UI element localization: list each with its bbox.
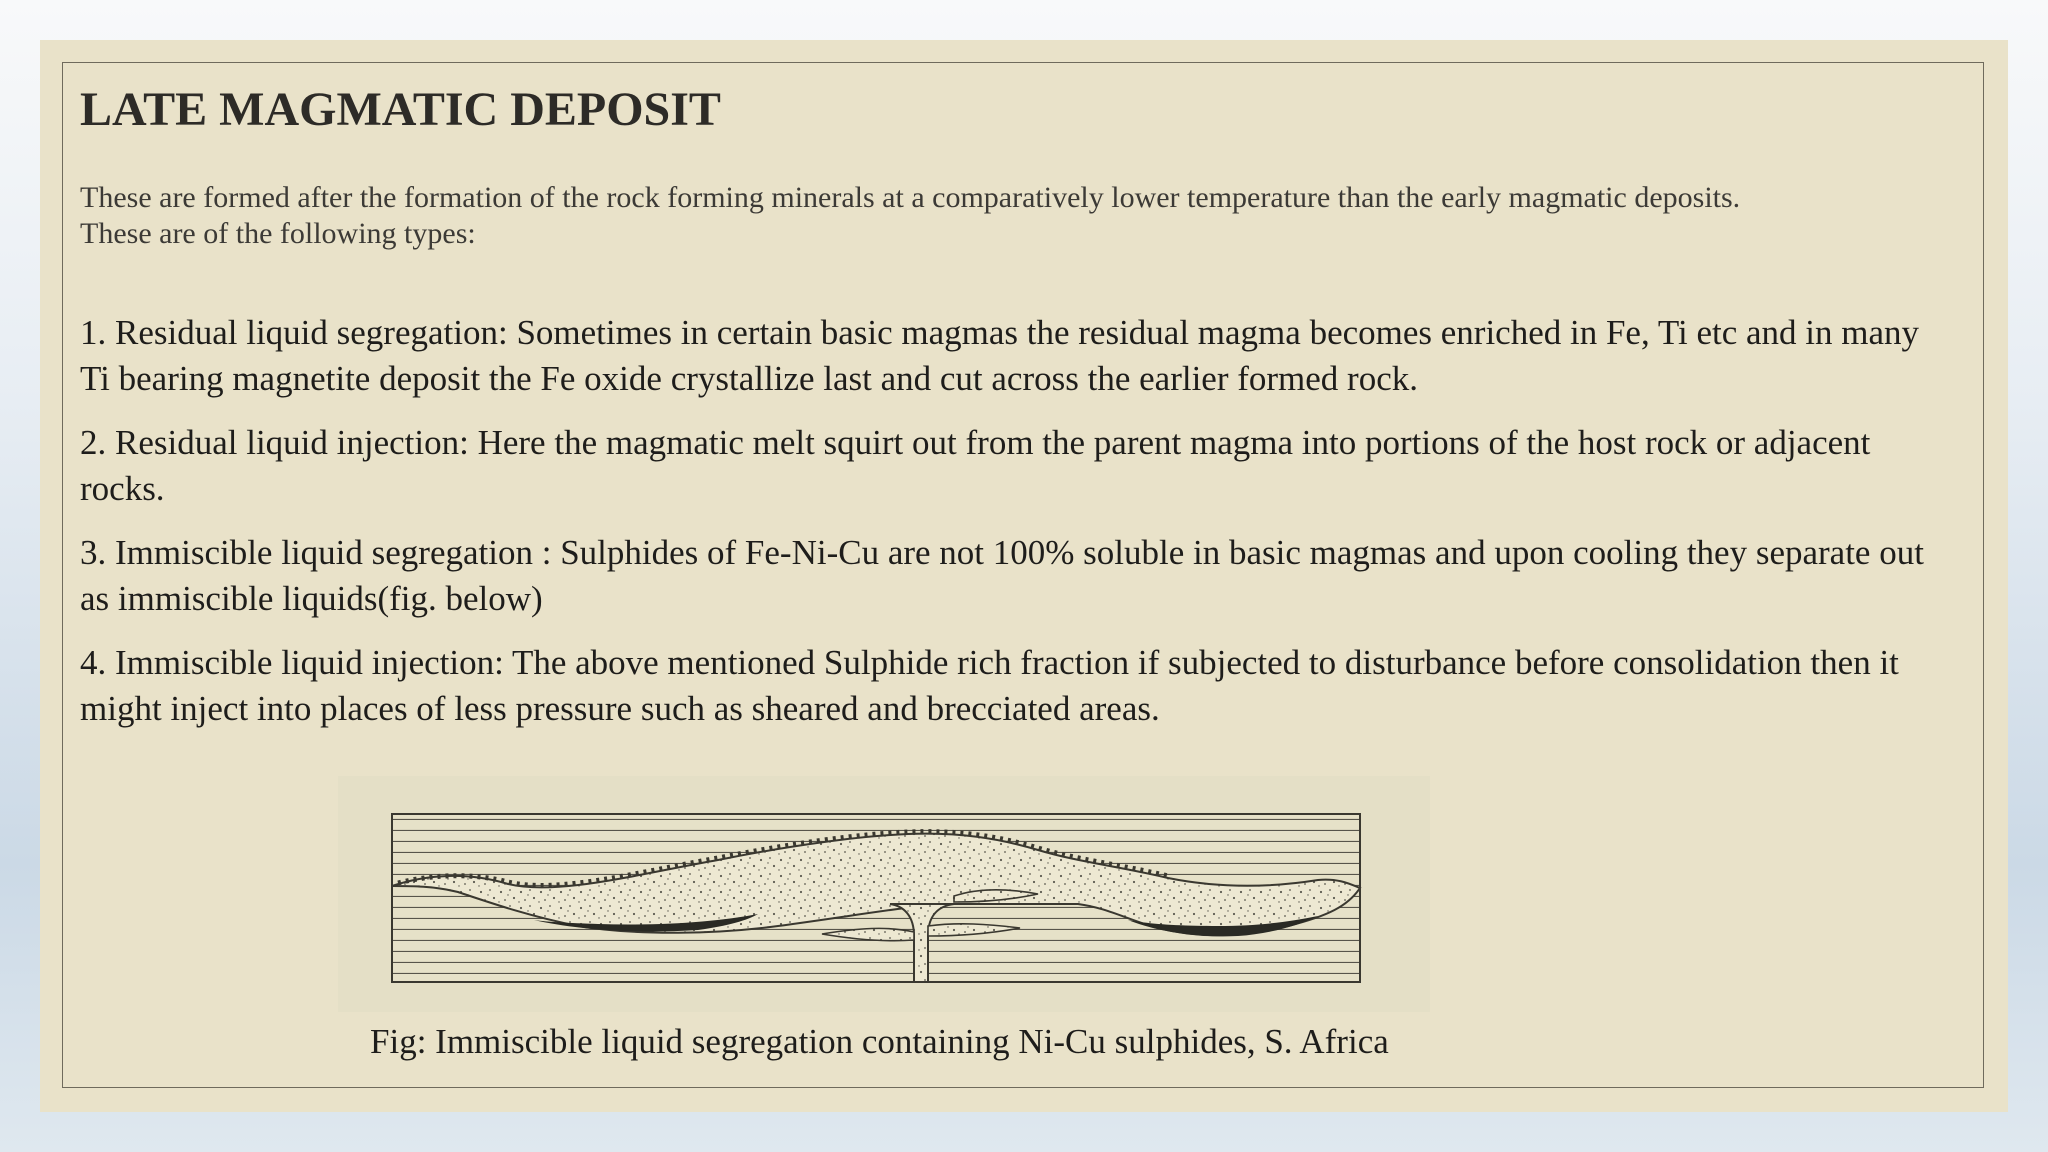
intro-line-1: These are formed after the formation of the rock forming minerals at a comparatively lower temperature than the early magmatic deposits. [80, 181, 1741, 214]
intro-line-2: These are of the following types: [80, 217, 476, 250]
deposit-types-list [80, 310, 1950, 750]
slide-title: LATE MAGMATIC DEPOSIT [80, 83, 721, 136]
point-immiscible-segregation: 3. Immiscible liquid segregation : Sulphides of Fe-Ni-Cu are not 100% soluble in basic magmas and upon cooling they separate out as immiscible liquids(fig. below) [80, 533, 1924, 618]
cross-section-figure [338, 776, 1430, 1012]
figure-caption: Fig: Immiscible liquid segregation containing Ni-Cu sulphides, S. Africa [370, 1022, 1389, 1061]
point-immiscible-injection: 4. Immiscible liquid injection: The above mentioned Sulphide rich fraction if subjected to disturbance before consolidation then it might inject into places of less pressure such as sheared and brecciated areas. [80, 643, 1899, 728]
cross-section-diagram [338, 776, 1430, 1012]
intro-text [80, 180, 1980, 252]
point-residual-injection: 2. Residual liquid injection: Here the magmatic melt squirt out from the parent magma into portions of the host rock or adjacent rocks. [80, 423, 1871, 508]
point-residual-segregation: 1. Residual liquid segregation: Sometimes in certain basic magmas the residual magma becomes enriched in Fe, Ti etc and in many Ti bearing magnetite deposit the Fe oxide crystallize last and cut across the earlier formed rock. [80, 313, 1920, 398]
